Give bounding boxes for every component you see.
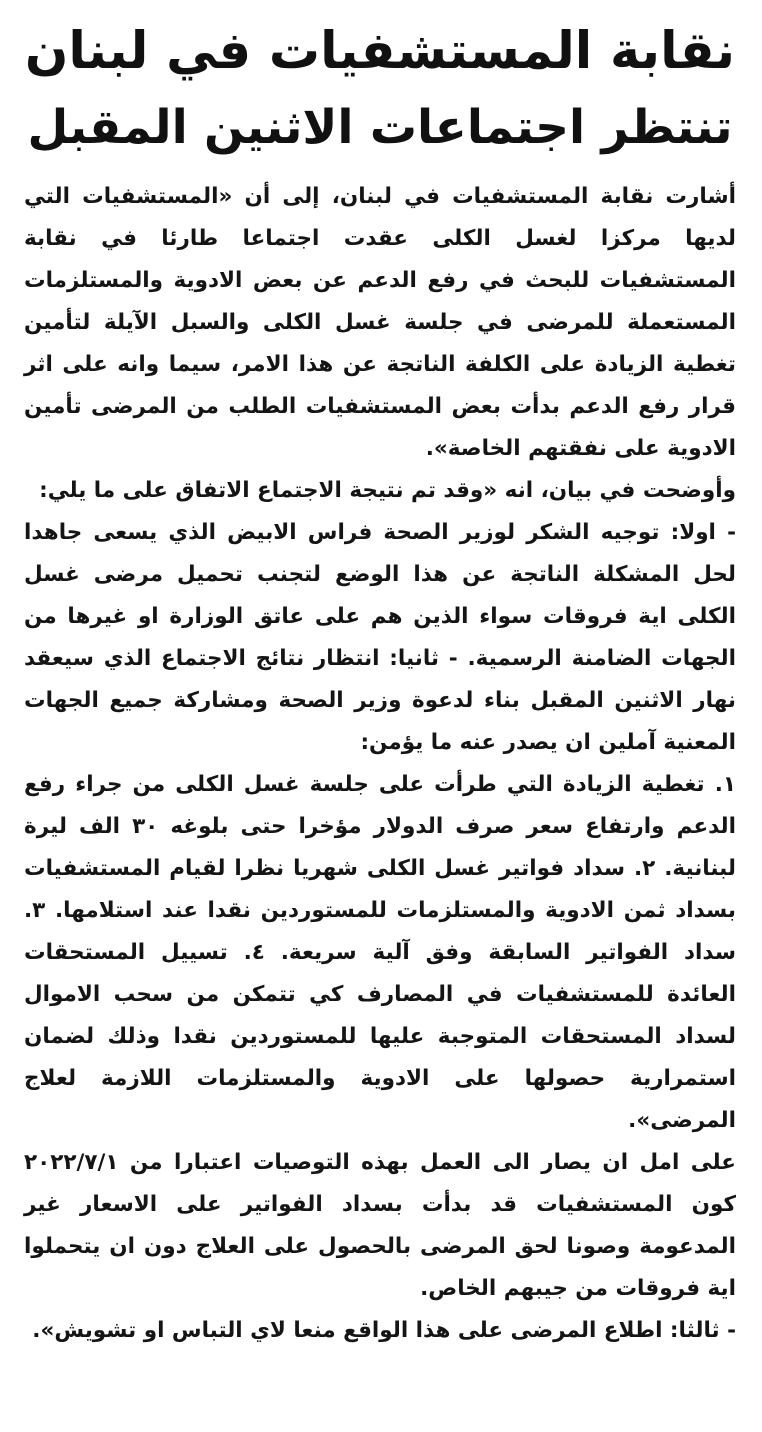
- article-headline: [24, 14, 736, 166]
- article-body: [24, 176, 736, 1352]
- headline-line-1: نقابة المستشفيات في لبنان: [24, 22, 736, 81]
- paragraph-numbered-demands: ١. تغطية الزيادة التي طرأت على جلسة غسل الكلى من جراء رفع الدعم وارتفاع سعر صرف الدولار مؤخرا حتى بلوغه ٣٠ الف ليرة لبنانية. ٢. سداد فواتير غسل الكلى شهريا نظرا لقيام المستشفيات بسداد ثمن الادوية والمستلزمات للمستوردين نقدا عند استلامها. ٣. سداد الفواتير السابقة وفق آلية سريعة. ٤. تسييل المستحقات العائدة للمستشفيات في المصارف كي تتمكن من سحب الاموال لسداد المستحقات المتوجبة عليها للمستوردين نقدا وذلك لضمان استمرارية حصولها على الادوية والمستلزمات اللازمة لعلاج المرضى».: [24, 772, 736, 1133]
- paragraph-first-second-points: - اولا: توجيه الشكر لوزير الصحة فراس الابيض الذي يسعى جاهدا لحل المشكلة الناتجة عن هذا الوضع لتجنب تحميل مرضى غسل الكلى اية فروقات سواء الذين هم على عاتق الوزارة او غيرها من الجهات الضامنة الرسمية. - ثانيا: انتظار نتائج الاجتماع الذي سيعقد نهار الاثنين المقبل بناء لدعوة وزير الصحة ومشاركة جميع الجهات المعنية آملين ان يصدر عنه ما يؤمن:: [24, 520, 736, 755]
- paragraph-statement: وأوضحت في بيان، انه «وقد تم نتيجة الاجتماع الاتفاق على ما يلي:: [39, 478, 736, 503]
- paragraph-third-point: - ثالثا: اطلاع المرضى على هذا الواقع منعا لاي التباس او تشويش».: [32, 1318, 736, 1343]
- paragraph-hope: على امل ان يصار الى العمل بهذه التوصيات اعتبارا من ٢٠٢٢/٧/١ كون المستشفيات قد بدأت بسداد الفواتير على الاسعار غير المدعومة وصونا لحق المرضى بالحصول على العلاج دون ان يتحملوا اية فروقات من جيبهم الخاص.: [24, 1150, 736, 1301]
- headline-line-2: تنتظر اجتماعات الاثنين المقبل: [27, 100, 733, 155]
- paragraph-intro: أشارت نقابة المستشفيات في لبنان، إلى أن «المستشفيات التي لديها مركزا لغسل الكلى عقدت اجتماعا طارئا في نقابة المستشفيات للبحث في رفع الدعم عن بعض الادوية والمستلزمات المستعملة للمرضى في جلسة غسل الكلى والسبل الآيلة لتأمين تغطية الزيادة على الكلفة الناتجة عن هذا الامر، سيما وانه على اثر قرار رفع الدعم بدأت بعض المستشفيات الطلب من المرضى تأمين الادوية على نفقتهم الخاصة».: [24, 184, 736, 461]
